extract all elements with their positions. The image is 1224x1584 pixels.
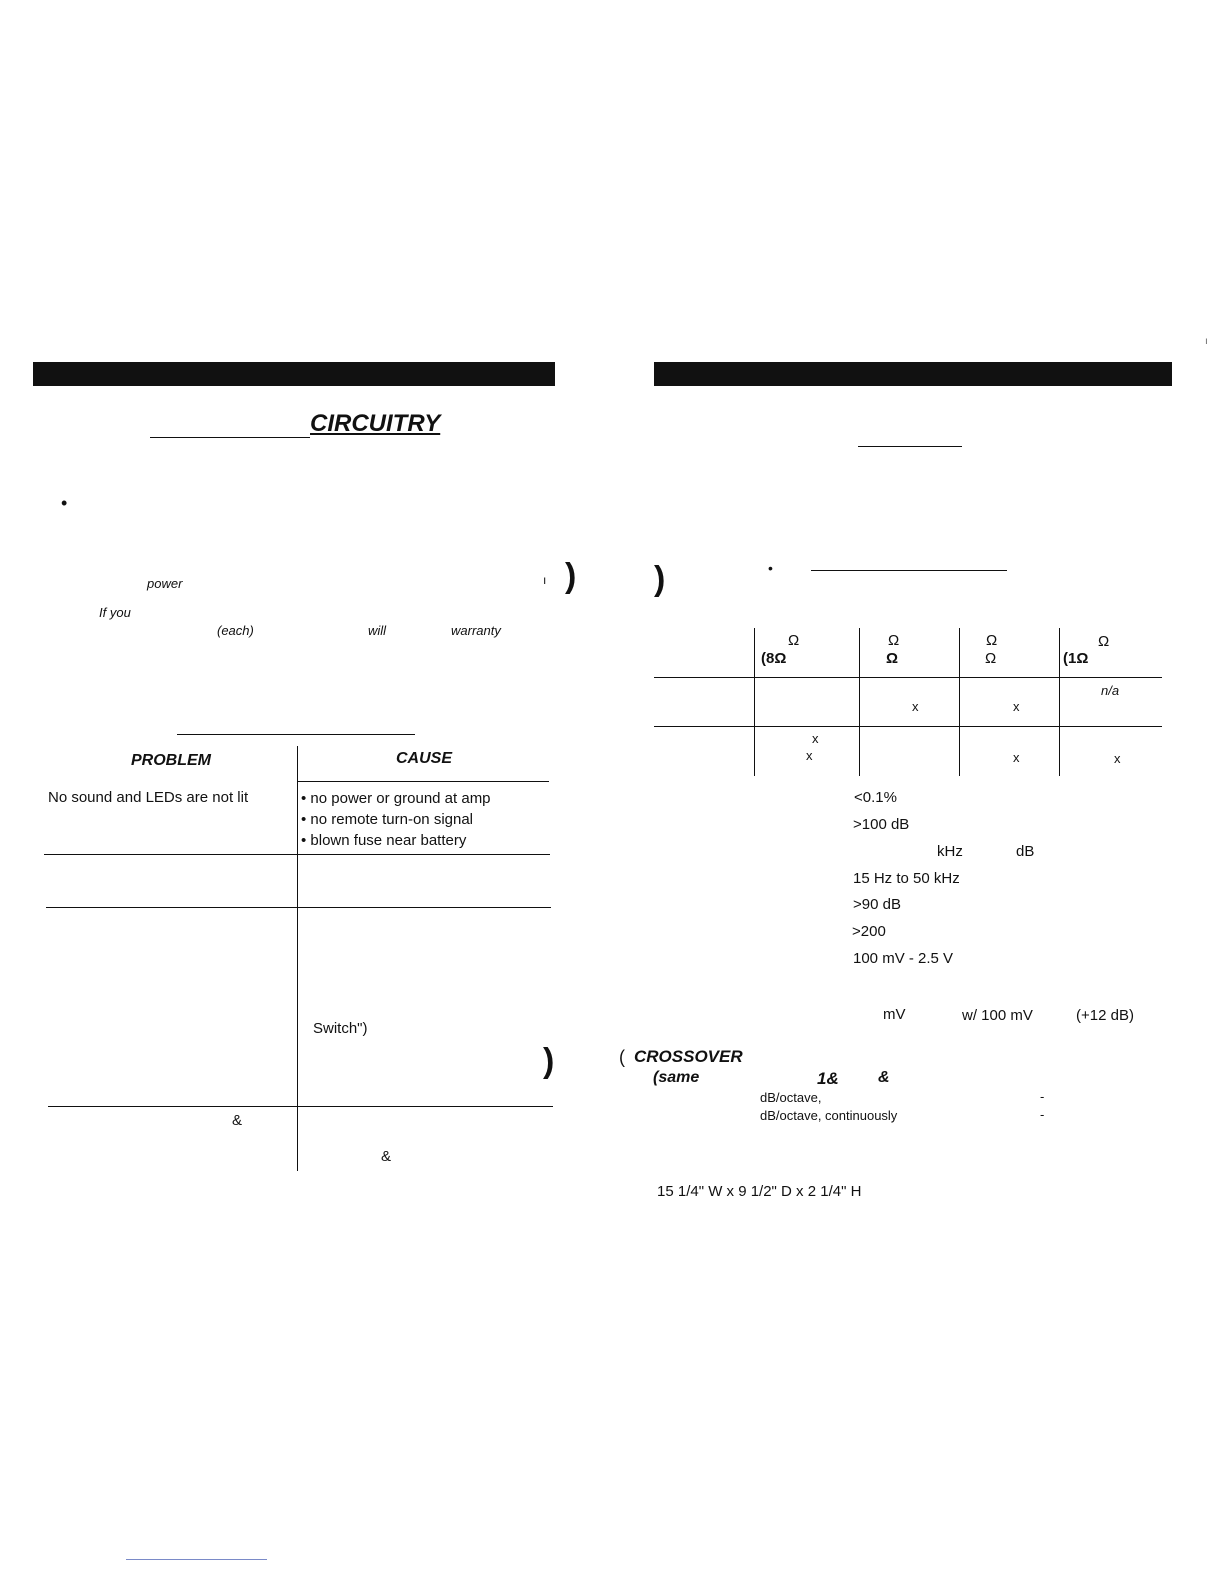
power-h1-ohm: Ω [788, 632, 800, 649]
spec-thd: <0.1% [854, 789, 897, 806]
table-row-rule-1 [44, 854, 550, 855]
spec-damping: >200 [852, 923, 886, 940]
row1-cause-2: • no remote turn-on signal [301, 811, 474, 828]
paren-right-1: ) [565, 557, 577, 595]
power-h2-load: Ω [886, 650, 899, 667]
power-h3-load: Ω [985, 650, 997, 667]
power-col-divider-1 [754, 628, 755, 776]
fragment-will: will [368, 623, 387, 638]
crossover-dash-1: - [1040, 1089, 1045, 1104]
fragment-if-you: If you [99, 605, 131, 620]
power-h3-ohm: Ω [986, 632, 998, 649]
power-h4-load: (1Ω [1063, 650, 1089, 667]
header-problem: PROBLEM [131, 752, 211, 769]
small-dot: • [768, 560, 773, 576]
heading-underline [150, 437, 310, 438]
spec-khz: kHz [937, 843, 963, 860]
bottom-stray-line [126, 1559, 267, 1560]
row4-problem-fragment: & [232, 1112, 243, 1129]
specs-title-underline [858, 446, 962, 447]
header-cause: CAUSE [396, 750, 453, 767]
power-r1-c2: x [912, 699, 919, 714]
row4-cause-fragment: & [381, 1148, 392, 1165]
crossover-channels-2: & [878, 1069, 890, 1086]
power-row-rule [654, 726, 1162, 727]
spec-input-sensitivity: 100 mV - 2.5 V [853, 950, 954, 967]
fragment-each: (each) [217, 623, 254, 638]
troubleshooting-title-underline [177, 734, 415, 735]
power-r1-c3: x [1013, 699, 1020, 714]
power-h4-ohm: Ω [1098, 633, 1110, 650]
spec-db: dB [1016, 843, 1035, 860]
spec-w100mv: w/ 100 mV [962, 1007, 1033, 1024]
crossover-dash-2: - [1040, 1107, 1045, 1122]
table-header-rule [298, 781, 549, 782]
fragment-warranty: warranty [451, 623, 501, 638]
power-h1-load: (8Ω [761, 650, 787, 667]
power-header-rule [654, 677, 1162, 678]
crossover-line-2: dB/octave, continuously [760, 1108, 898, 1123]
crossover-channels-1: 1& [817, 1069, 839, 1088]
power-r2-c1a: x [812, 731, 819, 746]
fragment-power: power [147, 576, 183, 591]
power-h2-ohm: Ω [888, 632, 900, 649]
spec-freq-response: 15 Hz to 50 kHz [853, 870, 960, 887]
paren-right-3: ) [654, 560, 666, 598]
spec-gain: (+12 dB) [1076, 1007, 1134, 1024]
row1-cause-1: • no power or ground at amp [301, 790, 491, 807]
spec-snr: >100 dB [853, 816, 910, 833]
left-header-bar [33, 362, 555, 386]
power-r2-c4: x [1114, 751, 1121, 766]
circuitry-heading: CIRCUITRY [310, 410, 441, 437]
row1-cause-3: • blown fuse near battery [301, 832, 467, 849]
crossover-line-1: dB/octave, [760, 1090, 822, 1105]
power-col-divider-2 [859, 628, 860, 776]
spec-separation: >90 dB [853, 896, 901, 913]
right-header-bar [654, 362, 1172, 386]
power-r2-c1b: x [806, 748, 813, 763]
paren-right-2: ) [543, 1042, 555, 1080]
table-row-rule-3 [48, 1106, 553, 1107]
crossover-subtitle: (same [653, 1069, 700, 1086]
power-col-divider-3 [959, 628, 960, 776]
row1-problem: No sound and LEDs are not lit [48, 789, 249, 806]
power-section-underline [811, 570, 1007, 571]
tick-mark: ı [543, 573, 547, 587]
crossover-bracket: ( [619, 1047, 625, 1067]
bullet-dot: • [61, 493, 68, 513]
spec-mv: mV [883, 1006, 906, 1023]
crossover-title: CROSSOVER [634, 1047, 743, 1066]
row3-cause-fragment: Switch") [313, 1020, 368, 1037]
table-divider-vertical [297, 746, 298, 1171]
stray-mark-top-right: ı [1205, 336, 1208, 347]
power-r2-c3: x [1013, 750, 1020, 765]
power-r1-c4: n/a [1101, 683, 1120, 698]
power-col-divider-4 [1059, 628, 1060, 776]
table-row-rule-2 [46, 907, 551, 908]
spec-dimensions: 15 1/4" W x 9 1/2" D x 2 1/4" H [657, 1183, 862, 1200]
